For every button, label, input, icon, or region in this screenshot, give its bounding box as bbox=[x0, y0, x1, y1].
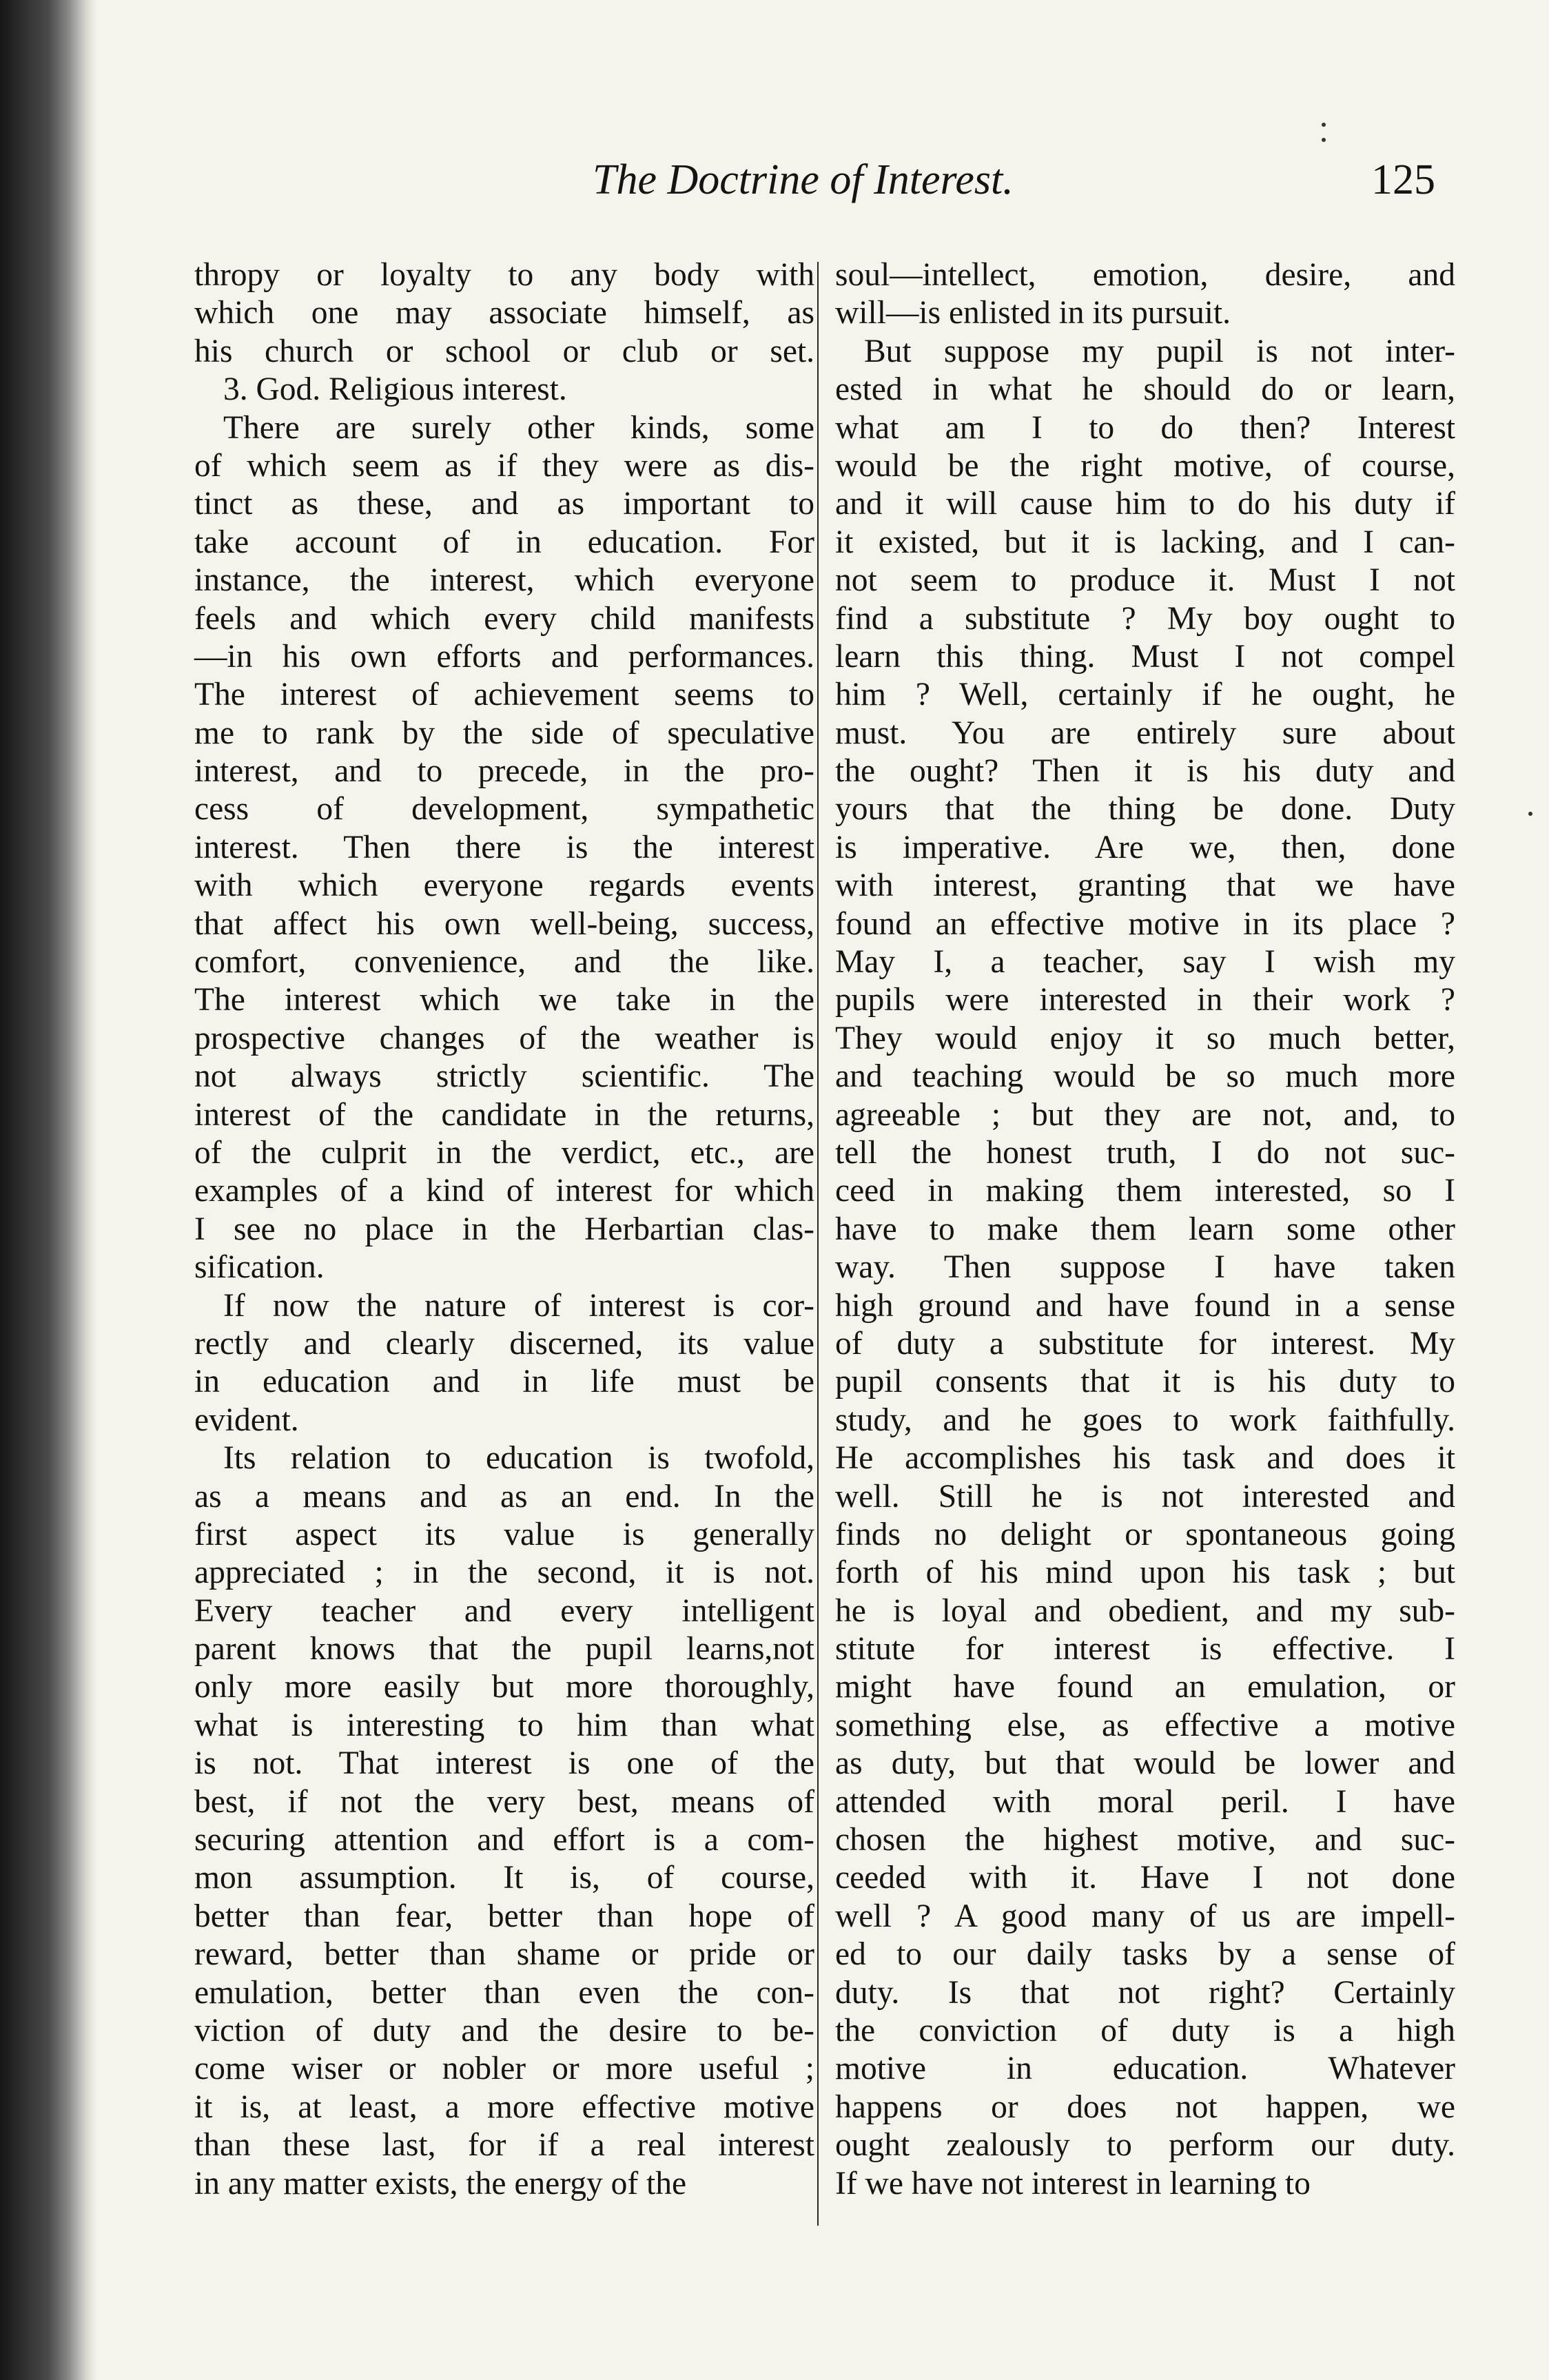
text-line: and teaching would be so much more bbox=[835, 1058, 1455, 1095]
text-line: stitute for interest is effective. I bbox=[835, 1631, 1455, 1668]
text-line: not seem to produce it. Must I not bbox=[835, 562, 1455, 599]
text-line: examples of a kind of interest for which bbox=[194, 1173, 814, 1209]
text-line: is not. That interest is one of the bbox=[194, 1745, 814, 1782]
text-line: pupils were interested in their work ? bbox=[835, 982, 1455, 1018]
text-line: instance, the interest, which everyone bbox=[194, 562, 814, 599]
text-line: well ? A good many of us are impell- bbox=[835, 1898, 1455, 1934]
text-line: it is, at least, a more effective motive bbox=[194, 2089, 814, 2125]
text-line: feels and which every child manifests bbox=[194, 600, 814, 637]
text-line: If we have not interest in learning to bbox=[835, 2165, 1311, 2202]
text-line: They would enjoy it so much better, bbox=[835, 1020, 1455, 1056]
text-line: pupil consents that it is his duty to bbox=[835, 1364, 1455, 1400]
text-line: the ought? Then it is his duty and bbox=[835, 753, 1455, 790]
text-line: parent knows that the pupil learns,not bbox=[194, 1631, 814, 1668]
text-line: ceed in making them interested, so I bbox=[835, 1173, 1455, 1209]
text-line: mon assumption. It is, of course, bbox=[194, 1860, 814, 1896]
scan-speck bbox=[1528, 812, 1532, 816]
text-line: learn this thing. Must I not compel bbox=[835, 638, 1455, 675]
text-line: found an effective motive in its place ? bbox=[835, 905, 1455, 942]
text-line: Every teacher and every intelligent bbox=[194, 1592, 814, 1629]
text-line: The interest of achievement seems to bbox=[194, 677, 814, 713]
text-line: cess of development, sympathetic bbox=[194, 791, 814, 828]
text-line: emulation, better than even the con- bbox=[194, 1974, 814, 2011]
text-line: way. Then suppose I have taken bbox=[835, 1249, 1455, 1286]
text-line: as duty, but that would be lower and bbox=[835, 1745, 1455, 1782]
text-line: find a substitute ? My boy ought to bbox=[835, 600, 1455, 637]
text-line: in any matter exists, the energy of the bbox=[194, 2165, 687, 2202]
scan-binding-edge bbox=[0, 0, 96, 2380]
text-line: tinct as these, and as important to bbox=[194, 486, 814, 522]
text-line: that affect his own well-being, success, bbox=[194, 905, 814, 942]
text-line: with interest, granting that we have bbox=[835, 868, 1455, 904]
text-line: interest, and to precede, in the pro- bbox=[194, 753, 814, 790]
text-line: with which everyone regards events bbox=[194, 868, 814, 904]
text-line: will—is enlisted in its pursuit. bbox=[835, 295, 1231, 331]
page-number: 125 bbox=[1371, 156, 1435, 203]
text-column-left bbox=[194, 256, 814, 2203]
text-line: —in his own efforts and performances. bbox=[194, 638, 814, 675]
text-line: sification. bbox=[194, 1249, 325, 1286]
text-line: interest. Then there is the interest bbox=[194, 829, 814, 865]
text-line: ed to our daily tasks by a sense of bbox=[835, 1936, 1455, 1973]
text-line: May I, a teacher, say I wish my bbox=[835, 944, 1455, 981]
text-line: his church or school or club or set. bbox=[194, 333, 814, 369]
text-line: well. Still he is not interested and bbox=[835, 1478, 1455, 1515]
text-line: ought zealously to perform our duty. bbox=[835, 2127, 1455, 2164]
text-line: ceeded with it. Have I not done bbox=[835, 1860, 1455, 1896]
text-line: better than fear, better than hope of bbox=[194, 1898, 814, 1934]
text-line: first aspect its value is generally bbox=[194, 1516, 814, 1552]
scan-speck bbox=[1322, 138, 1326, 142]
text-line: high ground and have found in a sense bbox=[835, 1287, 1455, 1324]
text-line: best, if not the very best, means of bbox=[194, 1783, 814, 1820]
text-line: The interest which we take in the bbox=[194, 982, 814, 1018]
text-line: what is interesting to him than what bbox=[194, 1707, 814, 1743]
text-line: study, and he goes to work faithfully. bbox=[835, 1402, 1455, 1438]
text-line: 3. God. Religious interest. bbox=[223, 371, 567, 408]
text-line: prospective changes of the weather is bbox=[194, 1020, 814, 1056]
text-line: of the culprit in the verdict, etc., are bbox=[194, 1134, 814, 1171]
text-line: finds no delight or spontaneous going bbox=[835, 1516, 1455, 1552]
text-line: something else, as effective a motive bbox=[835, 1707, 1455, 1743]
text-line: forth of his mind upon his task ; but bbox=[835, 1555, 1455, 1591]
text-line: appreciated ; in the second, it is not. bbox=[194, 1555, 814, 1591]
text-line: have to make them learn some other bbox=[835, 1211, 1455, 1247]
text-line: and it will cause him to do his duty if bbox=[835, 486, 1455, 522]
text-line: in education and in life must be bbox=[194, 1364, 814, 1400]
text-line: duty. Is that not right? Certainly bbox=[835, 1974, 1455, 2011]
text-line: securing attention and effort is a com- bbox=[194, 1822, 814, 1858]
text-line: must. You are entirely sure about bbox=[835, 715, 1455, 751]
text-line: of which seem as if they were as dis- bbox=[194, 447, 814, 484]
text-line: take account of in education. For bbox=[194, 524, 814, 560]
text-line: the conviction of duty is a high bbox=[835, 2012, 1455, 2049]
text-line: soul—intellect, emotion, desire, and bbox=[835, 257, 1455, 293]
text-line: would be the right motive, of course, bbox=[835, 447, 1455, 484]
text-line: not always strictly scientific. The bbox=[194, 1058, 814, 1095]
text-line: reward, better than shame or pride or bbox=[194, 1936, 814, 1973]
text-column-right bbox=[835, 256, 1455, 2203]
column-divider bbox=[817, 262, 819, 2226]
text-line: ested in what he should do or learn, bbox=[835, 371, 1455, 408]
page-header bbox=[0, 156, 1549, 218]
running-title: The Doctrine of Interest. bbox=[593, 156, 1014, 203]
text-line: as a means and as an end. In the bbox=[194, 1478, 814, 1515]
text-line: him ? Well, certainly if he ought, he bbox=[835, 677, 1455, 713]
text-line: than these last, for if a real interest bbox=[194, 2127, 814, 2164]
text-line: chosen the highest motive, and suc- bbox=[835, 1822, 1455, 1858]
text-line: rectly and clearly discerned, its value bbox=[194, 1325, 814, 1362]
text-line: attended with moral peril. I have bbox=[835, 1783, 1455, 1820]
text-line: If now the nature of interest is cor- bbox=[223, 1287, 814, 1324]
text-line: comfort, convenience, and the like. bbox=[194, 944, 814, 981]
text-line: it existed, but it is lacking, and I can- bbox=[835, 524, 1455, 560]
text-line: he is loyal and obedient, and my sub- bbox=[835, 1592, 1455, 1629]
text-line: He accomplishes his task and does it bbox=[835, 1440, 1455, 1477]
text-line: happens or does not happen, we bbox=[835, 2089, 1455, 2125]
text-line: Its relation to education is twofold, bbox=[223, 1440, 814, 1477]
text-line: There are surely other kinds, some bbox=[223, 409, 814, 446]
text-line: interest of the candidate in the returns, bbox=[194, 1096, 814, 1133]
text-line: evident. bbox=[194, 1402, 299, 1438]
text-line: of duty a substitute for interest. My bbox=[835, 1325, 1455, 1362]
text-line: But suppose my pupil is not inter- bbox=[864, 333, 1455, 369]
text-line: might have found an emulation, or bbox=[835, 1669, 1455, 1705]
text-line: viction of duty and the desire to be- bbox=[194, 2012, 814, 2049]
text-line: come wiser or nobler or more useful ; bbox=[194, 2051, 814, 2087]
text-line: me to rank by the side of speculative bbox=[194, 715, 814, 751]
text-line: agreeable ; but they are not, and, to bbox=[835, 1096, 1455, 1133]
text-line: I see no place in the Herbartian clas- bbox=[194, 1211, 814, 1247]
text-line: tell the honest truth, I do not suc- bbox=[835, 1134, 1455, 1171]
text-line: motive in education. Whatever bbox=[835, 2051, 1455, 2087]
text-line: only more easily but more thoroughly, bbox=[194, 1669, 814, 1705]
text-line: yours that the thing be done. Duty bbox=[835, 791, 1455, 828]
text-line: what am I to do then? Interest bbox=[835, 409, 1455, 446]
text-line: which one may associate himself, as bbox=[194, 295, 814, 331]
text-line: thropy or loyalty to any body with bbox=[194, 257, 814, 293]
text-line: is imperative. Are we, then, done bbox=[835, 829, 1455, 865]
scan-speck bbox=[1322, 123, 1326, 127]
